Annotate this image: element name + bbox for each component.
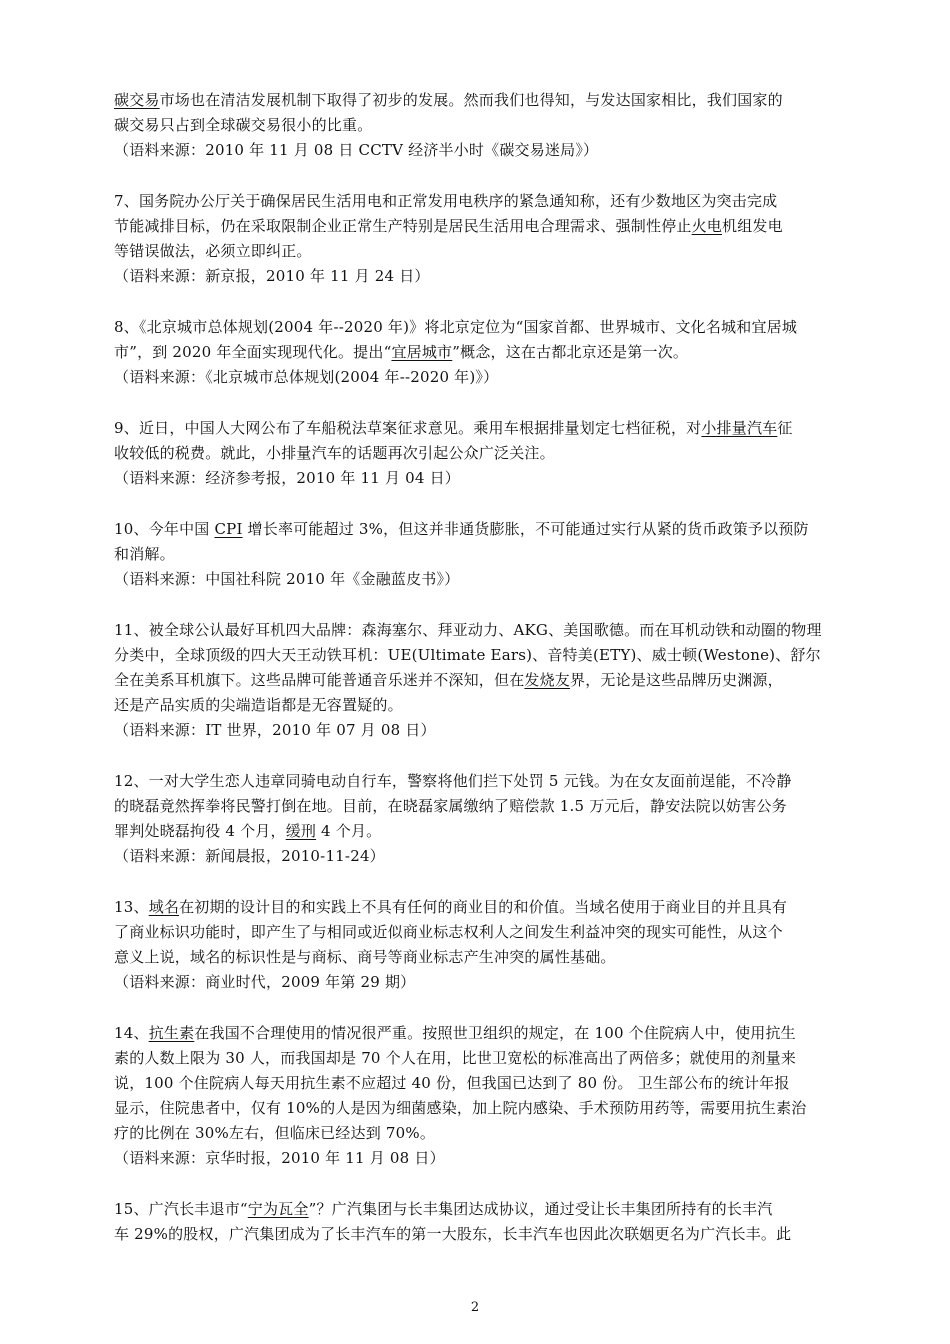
text-segment: 14、 [114,1024,149,1042]
underlined-term: CPI [214,520,243,538]
text-segment: 车 29%的股权，广汽集团成为了长丰汽车的第一大股东，长丰汽车也因此次联姻更名为广汽长丰。此 [114,1225,792,1243]
text-segment: 等错误做法，必须立即纠正。 [114,242,312,260]
text-line [114,1222,838,1247]
text-segment: 市”，到 2020 年全面实现现代化。提出“ [114,343,392,361]
text-segment: 9、近日，中国人大网公布了车船税法草案征求意见。乘用车根据排量划定七档征税，对 [114,419,702,437]
text-segment: 增长率可能超过 3%，但这并非通货膨胀，不可能通过实行从紧的货币政策予以预防 [242,520,809,538]
text-line [114,416,838,441]
text-segment: 在我国不合理使用的情况很严重。按照世卫组织的规定，在 100 个住院病人中，使用抗生 [194,1024,796,1042]
text-line [114,668,838,693]
text-segment: 还是产品实质的尖端造诣都是无容置疑的。 [114,696,403,714]
text-line [114,1046,838,1071]
text-line [114,1121,838,1146]
text-segment: 15、广汽长丰退市“ [114,1200,248,1218]
underlined-term: 域名 [148,898,180,916]
text-line [114,920,838,945]
text-line [114,214,838,239]
text-line [114,819,838,844]
text-line [114,441,838,466]
text-line [114,794,838,819]
paragraph-p8 [114,315,838,390]
underlined-term: 发烧友 [524,671,571,689]
text-segment: 7、国务院办公厅关于确保居民生活用电和正常发用电秩序的紧急通知称，还有少数地区为突击完成 [114,192,778,210]
paragraph-p11 [114,618,838,743]
text-segment: 了商业标识功能时，即产生了与相同或近似商业标志权利人之间发生利益冲突的现实可能性，从这个 [114,923,783,941]
text-segment: 13、 [114,898,149,916]
text-line [114,769,838,794]
source-citation: （语料来源：商业时代，2009 年第 29 期） [114,973,416,991]
text-segment: 在初期的设计目的和实践上不具有任何的商业目的和价值。当域名使用于商业目的并且具有 [179,898,788,916]
text-segment: 8、《北京城市总体规划(2004 年--2020 年)》将北京定位为“国家首都、世界城市、文化名城和宜居城 [114,318,798,336]
source-citation: （语料来源：2010 年 11 月 08 日 CCTV 经济半小时《碳交易迷局》） [114,141,599,159]
source-citation: （语料来源：新闻晨报，2010-11-24） [114,847,385,865]
text-segment: 4 个月。 [316,822,382,840]
text-line [114,340,838,365]
text-segment: 分类中，全球顶级的四大天王动铁耳机：UE(Ultimate Ears)、音特美(ETY)、威士顿(Westone)、舒尔 [114,646,821,664]
text-line [114,88,838,113]
underlined-term: 小排量汽车 [701,419,778,437]
text-line [114,643,838,668]
underlined-term: 宜居城市 [391,343,453,361]
underlined-term: 火电 [691,217,723,235]
text-segment: 素的人数上限为 30 人，而我国却是 70 个人在用，比世卫宽松的标准高出了两倍多；就使用的剂量来 [114,1049,797,1067]
text-segment: 疗的比例在 30%左右，但临床已经达到 70%。 [114,1124,436,1142]
text-segment: 罪判处晓磊拘役 4 个月， [114,822,286,840]
underlined-term: 碳交易 [114,91,160,109]
text-segment: 机组发电 [722,217,783,235]
paragraph-p10 [114,517,838,592]
text-segment: 12、一对大学生恋人违章同骑电动自行车，警察将他们拦下处罚 5 元钱。为在女友面前逞能，不冷静 [114,772,792,790]
paragraph-p13 [114,895,838,995]
text-line [114,239,838,264]
underlined-term: 宁为瓦全 [247,1200,309,1218]
text-segment: 和消解。 [114,545,175,563]
text-segment: 10、今年中国 [114,520,215,538]
text-segment: 碳交易只占到全球碳交易很小的比重。 [114,116,373,134]
text-segment: 全在美系耳机旗下。这些品牌可能普通音乐迷并不深知，但在 [114,671,525,689]
paragraph-p15 [114,1197,838,1247]
underlined-term: 缓刑 [285,822,317,840]
source-citation: （语料来源：IT 世界，2010 年 07 月 08 日） [114,721,436,739]
paragraph-p12 [114,769,838,869]
text-segment: 征 [777,419,793,437]
text-line [114,895,838,920]
document-body [114,88,838,1247]
text-line [114,1071,838,1096]
paragraph-p9 [114,416,838,491]
text-line [114,618,838,643]
text-line [114,189,838,214]
text-segment: 说，100 个住院病人每天用抗生素不应超过 40 份，但我国已达到了 80 份。 卫生部公布的统计年报 [114,1074,790,1092]
source-citation: （语料来源：经济参考报，2010 年 11 月 04 日） [114,469,460,487]
text-line [114,945,838,970]
paragraph-p7 [114,189,838,289]
text-line [114,517,838,542]
text-segment: 显示，住院患者中，仅有 10%的人是因为细菌感染，加上院内感染、手术预防用药等，需要用抗生素治 [114,1099,807,1117]
source-citation: （语料来源：京华时报，2010 年 11 月 08 日） [114,1149,445,1167]
text-segment: 11、被全球公认最好耳机四大品牌：森海塞尔、拜亚动力、AKG、美国歌德。而在耳机动铁和动圈的物理 [114,621,822,639]
underlined-term: 抗生素 [148,1024,195,1042]
paragraph-p14 [114,1021,838,1171]
text-line [114,693,838,718]
text-line [114,1096,838,1121]
text-segment: 市场也在清洁发展机制下取得了初步的发展。然而我们也得知，与发达国家相比，我们国家的 [159,91,783,109]
text-line [114,1021,838,1046]
text-segment: 收较低的税费。就此，小排量汽车的话题再次引起公众广泛关注。 [114,444,555,462]
text-segment: ”概念，这在古都北京还是第一次。 [452,343,689,361]
source-citation: （语料来源：新京报，2010 年 11 月 24 日） [114,267,430,285]
text-segment: ”？广汽集团与长丰集团达成协议，通过受让长丰集团所持有的长丰汽 [308,1200,773,1218]
source-citation: （语料来源：中国社科院 2010 年《金融蓝皮书》） [114,570,460,588]
text-segment: 节能减排目标，仍在采取限制企业正常生产特别是居民生活用电合理需求、强制性停止 [114,217,692,235]
paragraph-p6-tail [114,88,838,163]
text-line [114,315,838,340]
source-citation: （语料来源：《北京城市总体规划(2004 年--2020 年)》） [114,368,499,386]
text-segment: 界，无论是这些品牌历史渊源， [570,671,783,689]
page-number: 2 [470,1300,480,1315]
text-segment: 的晓磊竟然挥拳将民警打倒在地。目前，在晓磊家属缴纳了赔偿款 1.5 万元后，静安法院以妨害公务 [114,797,787,815]
text-segment: 意义上说，域名的标识性是与商标、商号等商业标志产生冲突的属性基础。 [114,948,616,966]
text-line [114,542,838,567]
text-line [114,1197,838,1222]
text-line [114,113,838,138]
